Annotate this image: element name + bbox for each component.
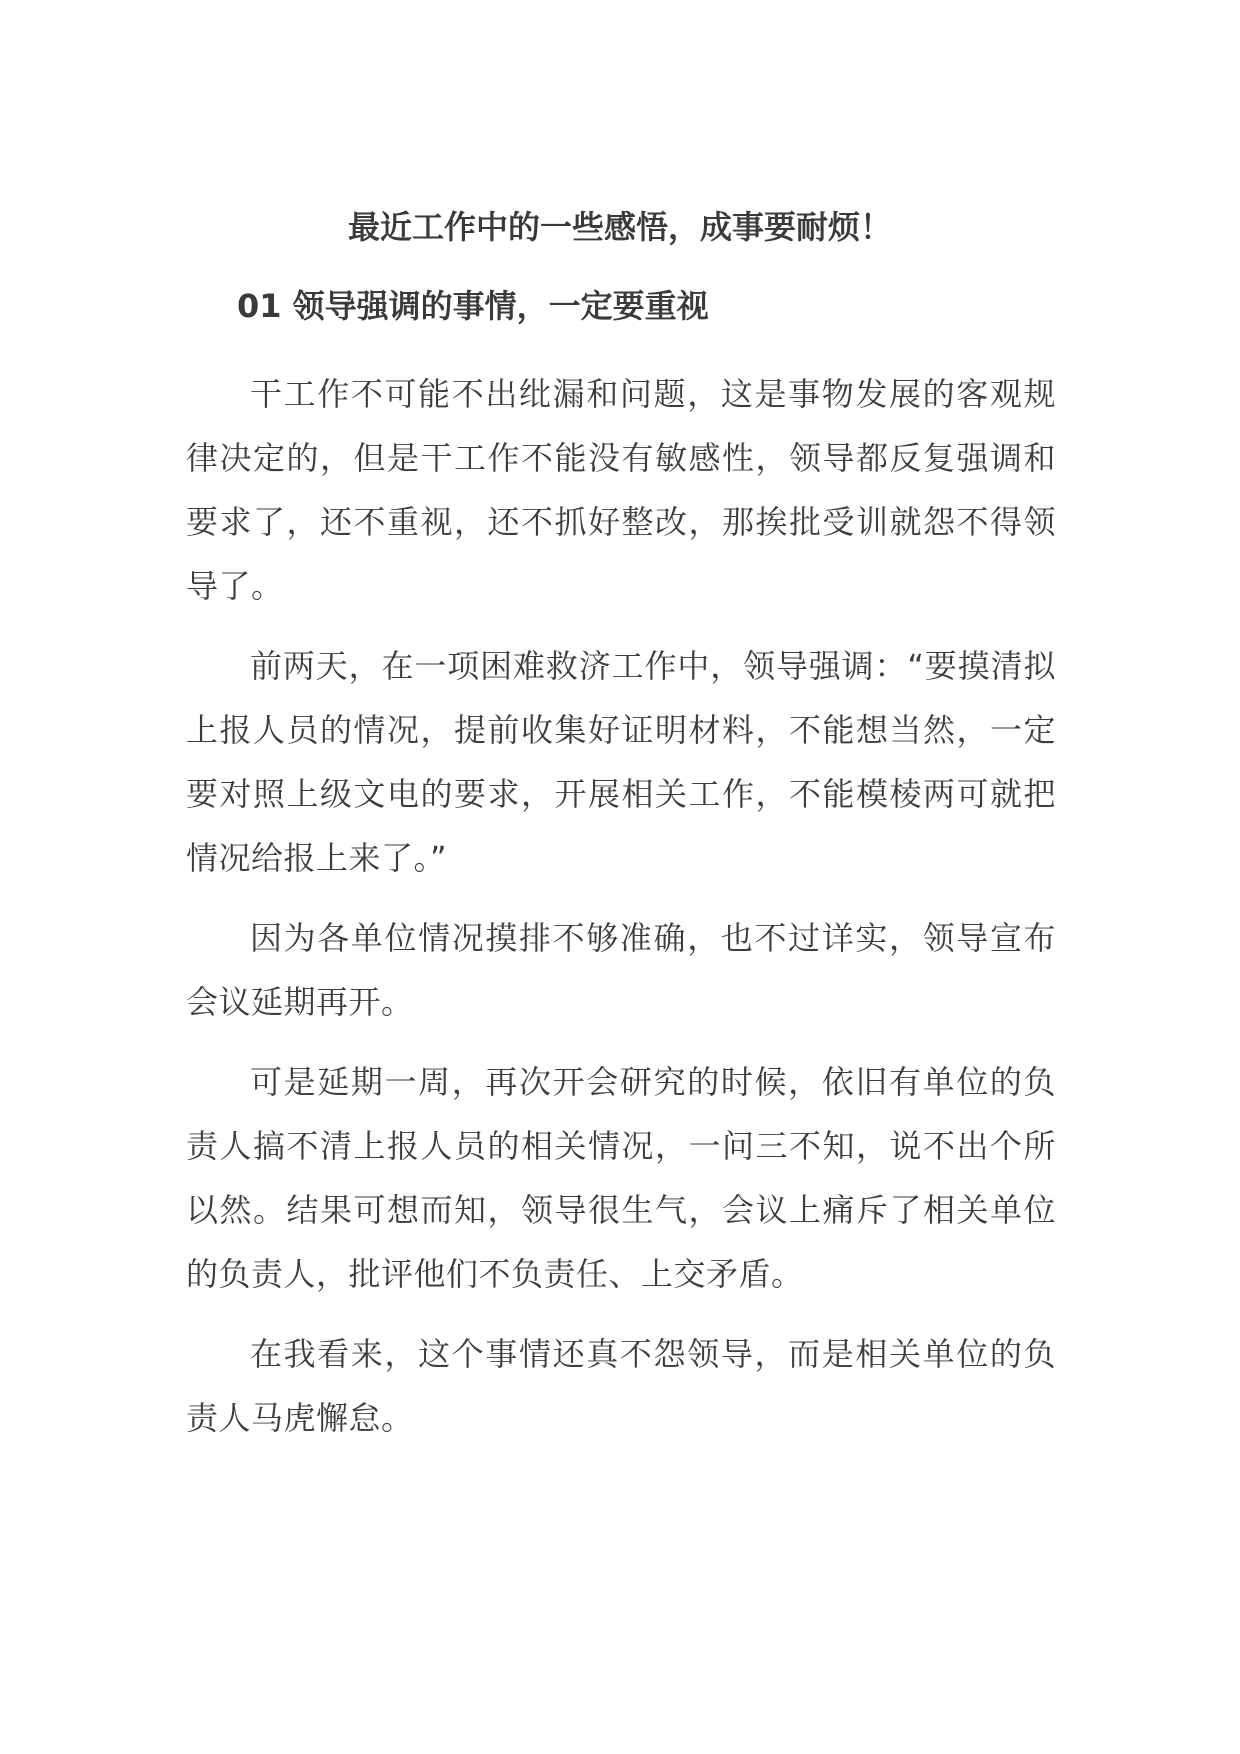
paragraph: 在我看来，这个事情还真不怨领导，而是相关单位的负责人马虎懈怠。 xyxy=(186,1335,1056,1437)
paragraph: 前两天，在一项困难救济工作中，领导强调：“要摸清拟上报人员的情况，提前收集好证明材料，不能想当然，一定要对照上级文电的要求，开展相关工作，不能模棱两可就把情况给报上来了。” xyxy=(186,647,1056,877)
paragraph: 因为各单位情况摸排不够准确，也不过详实，领导宣布会议延期再开。 xyxy=(186,919,1056,1021)
paragraph: 干工作不可能不出纰漏和问题，这是事物发展的客观规律决定的，但是干工作不能没有敏感性，领导都反复强调和要求了，还不重视，还不抓好整改，那挨批受训就怨不得领导了。 xyxy=(186,375,1056,605)
document-title: 最近工作中的一些感悟，成事要耐烦！ xyxy=(347,208,892,246)
paragraph: 可是延期一周，再次开会研究的时候，依旧有单位的负责人搞不清上报人员的相关情况，一问三不知，说不出个所以然。结果可想而知，领导很生气，会议上痛斥了相关单位的负责人，批评他们不负责任、上交矛盾。 xyxy=(186,1063,1056,1293)
section-heading: 01 领导强调的事情，一定要重视 xyxy=(237,287,709,325)
document-body xyxy=(186,362,1056,1466)
